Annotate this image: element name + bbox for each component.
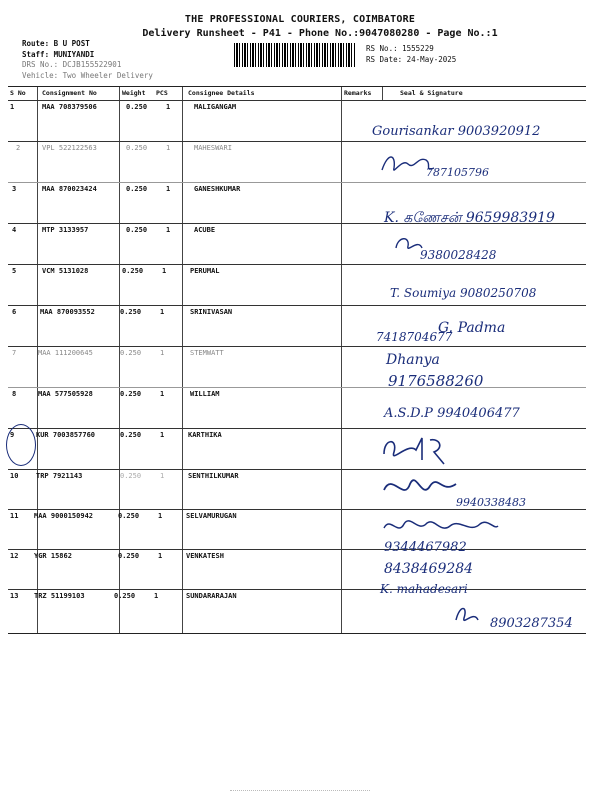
route-label: Route: B U POST	[22, 39, 90, 48]
row-consignee: SUNDARARAJAN	[186, 592, 237, 600]
staff-label: Staff: MUNIYANDI	[22, 49, 95, 59]
rs-date: RS Date: 24-May-2025	[366, 54, 457, 64]
row-sno: 6	[12, 308, 17, 316]
column-divider	[382, 87, 383, 101]
row-consignment: MAA 870023424	[42, 185, 97, 193]
row-pcs: 1	[158, 512, 163, 520]
row-consignee: GANESHKUMAR	[194, 185, 241, 193]
row-consignment: KUR 7003857760	[36, 431, 96, 439]
row-sno: 2	[16, 144, 21, 152]
row-pcs: 1	[166, 226, 171, 234]
table-row	[8, 429, 586, 469]
row-consignee: WILLIAM	[190, 390, 220, 398]
row-consignment: MAA 577505928	[38, 390, 93, 398]
row-consignee: KARTHIKA	[188, 431, 222, 439]
row-sno: 9	[10, 431, 15, 439]
row-sno: 3	[12, 185, 17, 193]
handwritten-circle-mark	[6, 424, 36, 466]
row-pcs: 1	[160, 308, 165, 316]
row-consignee: MALIGANGAM	[194, 103, 237, 111]
header-seal-signature: Seal & Signature	[400, 89, 463, 97]
row-consignee: VENKATESH	[186, 552, 224, 560]
table-row	[8, 142, 586, 182]
row-consignment: MAA 870093552	[40, 308, 95, 316]
row-sno: 4	[12, 226, 17, 234]
header-weight: Weight	[122, 89, 146, 97]
row-sno: 13	[10, 592, 19, 600]
signature: Gourisankar 9003920912	[372, 124, 541, 139]
row-consignee: MAHESWARI	[194, 144, 232, 152]
signature: 9380028428	[420, 248, 497, 262]
signature: 9940338483	[456, 496, 526, 509]
row-sno: 5	[12, 267, 17, 275]
row-consignee: SRINIVASAN	[190, 308, 233, 316]
row-pcs: 1	[160, 390, 165, 398]
row-pcs: 1	[160, 472, 165, 480]
row-pcs: 1	[160, 431, 165, 439]
signature: Dhanya	[386, 352, 440, 368]
row-pcs: 1	[154, 592, 159, 600]
row-sno: 7	[12, 349, 17, 357]
row-consignment: MAA 111200645	[38, 349, 93, 357]
row-sno: 11	[10, 512, 19, 520]
row-weight: 0.250	[118, 552, 140, 560]
header-pcs: PCS	[156, 89, 168, 97]
signature-scribble	[380, 472, 460, 502]
row-weight: 0.250	[118, 512, 140, 520]
row-consignment: TRZ 51199103	[34, 592, 85, 600]
signature: 9344467982	[384, 540, 467, 555]
drs-label: DRS No.: DCJB155522901	[22, 60, 122, 69]
row-weight: 0.250	[126, 226, 148, 234]
route-meta	[22, 39, 153, 81]
table-row	[8, 347, 586, 387]
header-remarks: Remarks	[344, 89, 372, 97]
row-weight: 0.250	[114, 592, 136, 600]
rs-meta	[366, 44, 456, 65]
signature: G. Padma	[438, 320, 506, 336]
row-consignment: VPL 522122563	[42, 144, 97, 152]
table-row	[8, 550, 586, 590]
row-consignment: TRP 7921143	[36, 472, 83, 480]
signature-scribble	[452, 602, 482, 628]
row-consignment: VCM 5131028	[42, 267, 89, 275]
row-consignment: MAA 708379506	[42, 103, 97, 111]
rs-number: RS No.: 1555229	[366, 44, 434, 53]
row-weight: 0.250	[126, 144, 148, 152]
signature: T. Soumiya 9080250708	[390, 286, 537, 300]
signature-scribble	[380, 512, 500, 540]
row-weight: 0.250	[120, 349, 142, 357]
row-sno: 12	[10, 552, 19, 560]
barcode-image	[234, 43, 356, 67]
header-consignment: Consignment No	[42, 89, 97, 97]
signature: K. mahadesari	[380, 582, 468, 596]
row-consignee: STEMWATT	[190, 349, 224, 357]
row-pcs: 1	[162, 267, 167, 275]
row-weight: 0.250	[120, 390, 142, 398]
row-consignment: MTP 3133957	[42, 226, 89, 234]
row-consignment: MAA 9000150942	[34, 512, 94, 520]
row-pcs: 1	[166, 185, 171, 193]
signature: 7418704677	[376, 330, 453, 344]
signature: 8438469284	[384, 561, 474, 577]
row-pcs: 1	[160, 349, 165, 357]
row-consignee: SENTHILKUMAR	[188, 472, 239, 480]
vehicle-label: Vehicle: Two Wheeler Delivery	[22, 70, 153, 80]
signature: K. கணேசன் 9659983919	[384, 210, 555, 226]
row-consignee: PERUMAL	[190, 267, 220, 275]
row-sno: 8	[12, 390, 17, 398]
signature: 9176588260	[388, 372, 484, 390]
signature: 8903287354	[490, 616, 573, 631]
runsheet-title: Delivery Runsheet - P41 - Phone No.:9047080280 - Page No.:1	[142, 28, 498, 39]
delivery-table	[8, 86, 586, 634]
row-weight: 0.250	[120, 431, 142, 439]
page-footer-marks	[230, 790, 370, 795]
signature-scribble	[378, 430, 464, 470]
row-weight: 0.250	[120, 472, 142, 480]
row-sno: 1	[10, 103, 15, 111]
row-consignee: ACUBE	[194, 226, 216, 234]
table-row	[8, 224, 586, 264]
row-pcs: 1	[166, 103, 171, 111]
company-title: THE PROFESSIONAL COURIERS, COIMBATORE	[184, 14, 416, 25]
header-sno: S No	[10, 89, 26, 97]
row-weight: 0.250	[126, 103, 148, 111]
signature: A.S.D.P 9940406477	[384, 406, 520, 421]
row-sno: 10	[10, 472, 19, 480]
row-consignee: SELVAMURUGAN	[186, 512, 237, 520]
row-consignment: YGR 15862	[34, 552, 72, 560]
row-pcs: 1	[166, 144, 171, 152]
signature: 787105796	[426, 166, 489, 179]
row-weight: 0.250	[126, 185, 148, 193]
row-weight: 0.250	[120, 308, 142, 316]
row-pcs: 1	[158, 552, 163, 560]
row-weight: 0.250	[122, 267, 144, 275]
header-consignee: Consignee Details	[188, 89, 255, 97]
